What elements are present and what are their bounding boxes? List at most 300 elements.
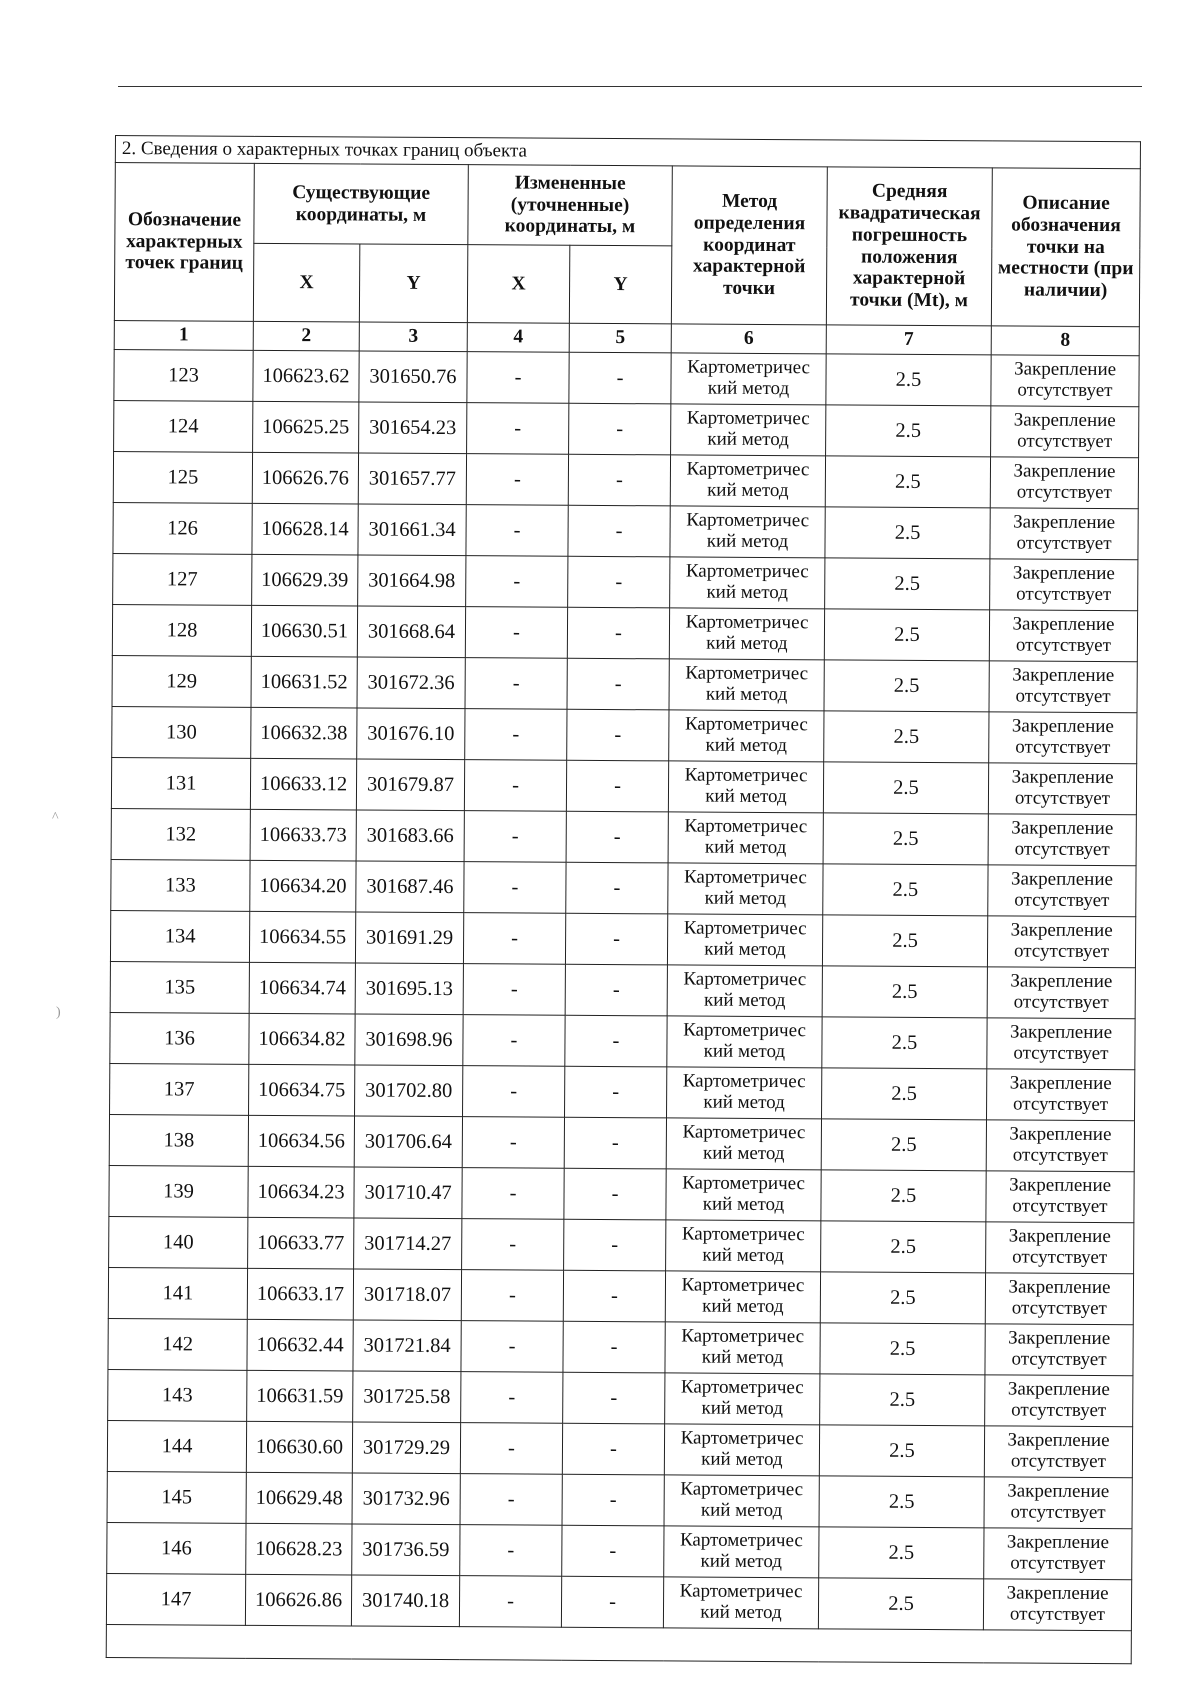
table-row [111,757,1136,814]
header-existing-y: Y [359,244,467,323]
column-number-8: 8 [991,326,1139,356]
method-cell-line: кий метод [702,1142,785,1165]
description-cell-line: Закрепление [1009,1123,1112,1146]
changed-y-cell: - [568,556,670,608]
existing-x-cell: 106626.86 [245,1574,351,1626]
method-cell-line: кий метод [702,1295,784,1318]
method-cell [667,914,822,966]
description-cell [991,406,1139,458]
description-cell-line: Закрепление [1007,1378,1110,1401]
description-cell-line: Закрепление [1012,613,1115,636]
method-cell [664,1475,819,1527]
existing-x-cell: 106625.25 [253,401,359,453]
description-cell [987,1018,1135,1070]
description-cell-line: отсутствует [1017,430,1113,453]
description-cell-line: отсутствует [1013,1042,1109,1065]
table-row [112,655,1137,712]
description-cell-line: Закрепление [1008,1225,1111,1248]
changed-x-cell: - [461,1270,563,1322]
description-cell [991,355,1139,407]
changed-x-cell: - [467,352,569,404]
method-cell [664,1424,819,1476]
error-cell: 2.5 [826,354,991,406]
empty-row [106,1624,1131,1663]
boundary-points-table [106,135,1141,1664]
error-cell: 2.5 [824,660,989,712]
existing-x-cell: 106634.23 [248,1166,354,1218]
description-cell [986,1171,1134,1223]
existing-x-cell: 106633.77 [248,1217,354,1269]
method-cell-line: Картометричес [686,458,810,481]
method-cell-line: кий метод [706,632,788,655]
description-cell-line: отсутствует [1012,1195,1108,1218]
existing-y-cell: 301740.18 [351,1575,459,1627]
method-cell [671,353,826,405]
method-cell-line: Картометричес [679,1529,803,1552]
method-cell-line: Картометричес [683,1019,807,1042]
existing-x-cell: 106632.38 [251,707,357,759]
table-row [108,1318,1133,1375]
point-id-cell: 127 [113,553,252,605]
method-cell-line: кий метод [701,1448,783,1471]
existing-x-cell: 106631.52 [251,656,357,708]
point-id-cell: 129 [112,655,251,707]
description-cell-line: отсутствует [1015,685,1111,708]
description-cell-line: отсутствует [1014,889,1110,912]
table-row [109,1165,1134,1222]
top-rule [118,86,1142,87]
method-cell-line: Картометричес [683,917,807,940]
method-cell-line: кий метод [700,1601,782,1624]
existing-x-cell: 106633.73 [250,809,356,861]
description-cell-line: отсутствует [1011,1348,1107,1371]
error-cell: 2.5 [822,915,987,967]
header-changed-coordinates: Измененные (уточненные) координаты, м [468,165,672,246]
error-cell: 2.5 [819,1476,984,1528]
method-cell-line: Картометричес [680,1427,804,1450]
table-row [110,1063,1135,1120]
error-cell: 2.5 [824,711,989,763]
changed-y-cell: - [561,1576,663,1628]
table-row [109,1114,1134,1171]
method-cell-line: Картометричес [687,356,811,379]
existing-y-cell: 301714.27 [354,1218,462,1270]
method-cell [669,608,824,660]
method-cell-line: Картометричес [685,662,809,685]
method-cell-line: кий метод [706,530,789,553]
existing-y-cell: 301672.36 [357,657,465,709]
changed-x-cell: - [463,913,565,965]
error-cell: 2.5 [825,507,990,559]
description-cell [989,610,1137,662]
method-cell [670,506,825,558]
changed-x-cell: - [462,1219,564,1271]
method-cell-line: Картометричес [686,509,810,532]
error-cell: 2.5 [823,864,988,916]
description-cell-line: Закрепление [1012,664,1115,687]
method-cell-line: Картометричес [684,764,808,787]
header-changed-x: X [467,245,569,324]
changed-x-cell: - [465,607,567,659]
changed-x-cell: - [466,556,568,608]
description-cell-line: Закрепление [1006,1582,1109,1605]
description-cell [987,916,1135,968]
changed-y-cell: - [563,1372,665,1424]
point-id-cell: 131 [111,757,250,809]
table-row [110,961,1135,1018]
method-cell-line: кий метод [703,1091,785,1114]
existing-x-cell: 106630.60 [246,1421,352,1473]
method-cell-line: Картометричес [682,1121,806,1144]
description-cell-line: Закрепление [1011,715,1114,738]
description-cell-line: Закрепление [1011,766,1114,789]
changed-y-cell: - [567,607,669,659]
description-cell-line: Закрепление [1010,868,1114,891]
existing-y-cell: 301676.10 [357,708,465,760]
description-cell-line: отсутствует [1011,1399,1107,1422]
description-cell-line: отсутствует [1013,991,1109,1014]
description-cell-line: отсутствует [1012,1246,1108,1269]
description-cell-line: Закрепление [1013,409,1116,432]
changed-x-cell: - [460,1423,562,1475]
description-cell-line: Закрепление [1013,460,1116,483]
table-row [114,349,1139,406]
existing-y-cell: 301661.34 [358,504,466,556]
table-row [114,400,1139,457]
existing-y-cell: 301729.29 [352,1422,460,1474]
changed-x-cell: - [465,709,567,761]
method-cell [666,1220,821,1272]
description-cell [987,967,1135,1019]
description-cell [986,1222,1134,1274]
method-cell-line: Картометричес [681,1274,805,1297]
existing-y-cell: 301650.76 [359,351,467,403]
description-cell-line: Закрепление [1010,970,1113,993]
changed-x-cell: - [463,1015,565,1067]
description-cell [985,1324,1133,1376]
changed-y-cell: - [566,760,668,812]
method-cell-line: кий метод [704,887,787,910]
table-row [111,808,1136,865]
point-id-cell: 126 [113,502,252,554]
existing-x-cell: 106632.44 [247,1319,353,1371]
method-cell [669,710,824,762]
description-cell-line: отсутствует [1010,1552,1106,1575]
description-cell [990,508,1138,560]
header-existing-x: X [253,243,359,322]
changed-x-cell: - [466,505,568,557]
method-cell-line: Картометричес [681,1223,805,1246]
point-id-cell: 146 [107,1522,246,1574]
changed-y-cell: - [566,811,668,863]
method-cell-line: кий метод [705,785,787,808]
existing-y-cell: 301679.87 [356,759,464,811]
description-cell [988,814,1136,866]
header-point-designation: Обозначение характерных точек границ [114,163,254,322]
description-cell-line: Закрепление [1008,1327,1111,1350]
method-cell-line: Картометричес [685,560,809,583]
description-cell [984,1528,1132,1580]
existing-x-cell: 106623.62 [253,350,359,402]
method-cell-line: кий метод [707,428,789,451]
description-cell-line: Закрепление [1006,1531,1109,1554]
description-cell [988,865,1136,917]
changed-x-cell: - [460,1525,562,1577]
description-cell-line: Закрепление [1007,1480,1110,1503]
method-cell-line: кий метод [707,479,789,502]
changed-y-cell: - [564,1117,666,1169]
existing-y-cell: 301668.64 [357,606,465,658]
changed-y-cell: - [562,1525,664,1577]
existing-y-cell: 301687.46 [356,861,464,913]
error-cell: 2.5 [820,1374,985,1426]
point-id-cell: 140 [109,1216,248,1268]
description-cell-line: отсутствует [1009,1603,1106,1626]
existing-y-cell: 301725.58 [353,1371,461,1423]
changed-x-cell: - [461,1321,563,1373]
description-cell-line: Закрепление [1009,1174,1112,1197]
existing-y-cell: 301695.13 [355,963,463,1015]
method-cell-line: кий метод [705,734,788,757]
method-cell [668,812,823,864]
header-error: Средняя квадратическая погрешность положения характерной точки (Mt), м [826,167,992,326]
description-cell-line: отсутствует [1013,940,1110,963]
method-cell-line: Картометричес [684,815,808,838]
table-row [113,502,1138,559]
point-id-cell: 141 [108,1267,247,1319]
table-row [110,910,1135,967]
method-cell [669,659,824,711]
description-cell-line: Закрепление [1010,1021,1113,1044]
existing-x-cell: 106634.55 [249,911,355,963]
point-id-cell: 123 [114,349,253,401]
method-cell-line: кий метод [704,836,787,859]
changed-x-cell: - [462,1117,564,1169]
description-cell-line: отсутствует [1012,1144,1108,1167]
existing-x-cell: 106628.23 [246,1523,352,1575]
method-cell-line: Картометричес [682,1070,806,1093]
description-cell-line: Закрепление [1011,817,1114,840]
existing-y-cell: 301654.23 [359,402,467,454]
column-number-4: 4 [467,323,569,353]
changed-y-cell: - [564,1219,666,1271]
changed-y-cell: - [563,1270,665,1322]
error-cell: 2.5 [819,1425,984,1477]
method-cell [665,1373,820,1425]
description-cell-line: Закрепление [1012,562,1115,585]
description-cell [987,1069,1135,1121]
error-cell: 2.5 [818,1578,983,1630]
point-id-cell: 125 [113,451,252,503]
method-cell-line: кий метод [704,938,786,961]
existing-x-cell: 106629.39 [252,554,358,606]
table-row [107,1420,1132,1477]
margin-mark-1: ^ [52,810,59,825]
description-cell-line: отсутствует [1011,1297,1107,1320]
header-existing-coordinates: Существующие координаты, м [254,163,468,244]
method-cell [668,761,823,813]
changed-y-cell: - [563,1321,665,1373]
description-cell [990,457,1138,509]
description-cell [988,763,1136,815]
changed-y-cell: - [568,505,670,557]
changed-y-cell: - [569,403,671,455]
changed-y-cell: - [562,1474,664,1526]
method-cell-line: Картометричес [683,968,807,991]
description-cell-line: отсутствует [1013,1093,1109,1116]
description-cell-line: отсутствует [1015,634,1111,657]
column-number-7: 7 [826,325,991,355]
existing-y-cell: 301706.64 [354,1116,462,1168]
description-cell [985,1375,1133,1427]
error-cell: 2.5 [820,1323,985,1375]
existing-x-cell: 106633.12 [250,758,356,810]
method-cell-line: Картометричес [686,407,810,430]
changed-x-cell: - [460,1474,562,1526]
changed-x-cell: - [464,811,566,863]
method-cell [664,1526,819,1578]
existing-y-cell: 301702.80 [355,1065,463,1117]
description-cell-line: отсутствует [1015,736,1111,759]
existing-y-cell: 301718.07 [353,1269,461,1321]
method-cell-line: Картометричес [680,1478,804,1501]
changed-y-cell: - [567,709,669,761]
existing-x-cell: 106634.20 [250,860,356,912]
column-number-3: 3 [359,322,467,352]
changed-y-cell: - [568,454,670,506]
description-cell [983,1579,1131,1631]
description-cell [985,1273,1133,1325]
description-cell-line: отсутствует [1010,1501,1106,1524]
description-cell-line: Закрепление [1009,1072,1112,1095]
method-cell-line: кий метод [706,581,788,604]
method-cell [665,1271,820,1323]
table-row [113,553,1138,610]
changed-y-cell: - [567,658,669,710]
column-number-6: 6 [671,324,826,354]
point-id-cell: 134 [110,910,249,962]
table-row [112,706,1137,763]
existing-x-cell: 106633.17 [247,1268,353,1320]
existing-x-cell: 106626.76 [252,452,358,504]
method-cell [665,1322,820,1374]
existing-y-cell: 301721.84 [353,1320,461,1372]
existing-y-cell: 301657.77 [358,453,466,505]
description-cell-line: Закрепление [1013,511,1116,534]
method-cell [663,1577,818,1629]
column-number-2: 2 [253,321,359,351]
error-cell: 2.5 [821,1119,986,1171]
error-cell: 2.5 [826,405,991,457]
existing-x-cell: 106634.56 [248,1115,354,1167]
table-row [111,859,1136,916]
method-cell [671,404,826,456]
error-cell: 2.5 [823,762,988,814]
method-cell-line: Картометричес [680,1376,804,1399]
changed-y-cell: - [569,352,671,404]
point-id-cell: 139 [109,1165,248,1217]
table-row [113,451,1138,508]
description-cell [989,661,1137,713]
method-cell [670,455,825,507]
description-cell-line: Закрепление [1010,919,1113,942]
existing-y-cell: 301683.66 [356,810,464,862]
point-id-cell: 130 [112,706,251,758]
error-cell: 2.5 [822,966,987,1018]
description-cell-line: отсутствует [1010,1450,1107,1473]
error-cell: 2.5 [822,1017,987,1069]
changed-x-cell: - [463,1066,565,1118]
existing-y-cell: 301732.96 [352,1473,460,1525]
header-changed-y: Y [569,245,671,324]
point-id-cell: 136 [110,1012,249,1064]
table-row [107,1471,1132,1528]
changed-y-cell: - [565,1066,667,1118]
point-id-cell: 128 [112,604,251,656]
description-cell-line: отсутствует [1016,481,1112,504]
description-cell [989,712,1137,764]
method-cell [667,1067,822,1119]
table-row [112,604,1137,661]
method-cell [666,1169,821,1221]
changed-x-cell: - [461,1372,563,1424]
changed-x-cell: - [463,964,565,1016]
changed-x-cell: - [464,760,566,812]
point-id-cell: 142 [108,1318,247,1370]
error-cell: 2.5 [822,1068,987,1120]
point-id-cell: 143 [108,1369,247,1421]
table-row [109,1216,1134,1273]
error-cell: 2.5 [824,609,989,661]
method-cell [668,863,823,915]
point-id-cell: 137 [110,1063,249,1115]
existing-x-cell: 106630.51 [251,605,357,657]
table-row [108,1369,1133,1426]
table-row [108,1267,1133,1324]
error-cell: 2.5 [821,1221,986,1273]
method-cell-line: кий метод [703,989,786,1012]
existing-y-cell: 301736.59 [352,1524,460,1576]
margin-mark-2: ) [56,1005,61,1020]
description-cell-line: отсутствует [1014,838,1110,861]
point-id-cell: 132 [111,808,250,860]
method-cell [666,1118,821,1170]
table-row [110,1012,1135,1069]
description-cell-line: отсутствует [1017,379,1113,402]
table-body [106,349,1139,1630]
method-cell-line: Картометричес [681,1325,805,1348]
existing-x-cell: 106628.14 [252,503,358,555]
description-cell [984,1477,1132,1529]
description-cell-line: Закрепление [1007,1429,1110,1452]
changed-x-cell: - [466,454,568,506]
empty-cell [106,1624,1131,1663]
method-cell-line: Картометричес [682,1172,806,1195]
error-cell: 2.5 [823,813,988,865]
existing-x-cell: 106631.59 [247,1370,353,1422]
changed-y-cell: - [565,1015,667,1067]
method-cell-line: кий метод [707,377,790,400]
changed-x-cell: - [462,1168,564,1220]
existing-y-cell: 301691.29 [355,912,463,964]
changed-y-cell: - [565,964,667,1016]
description-cell [984,1426,1132,1478]
point-id-cell: 135 [110,961,249,1013]
existing-y-cell: 301710.47 [354,1167,462,1219]
changed-y-cell: - [566,862,668,914]
changed-x-cell: - [467,403,569,455]
error-cell: 2.5 [825,456,990,508]
